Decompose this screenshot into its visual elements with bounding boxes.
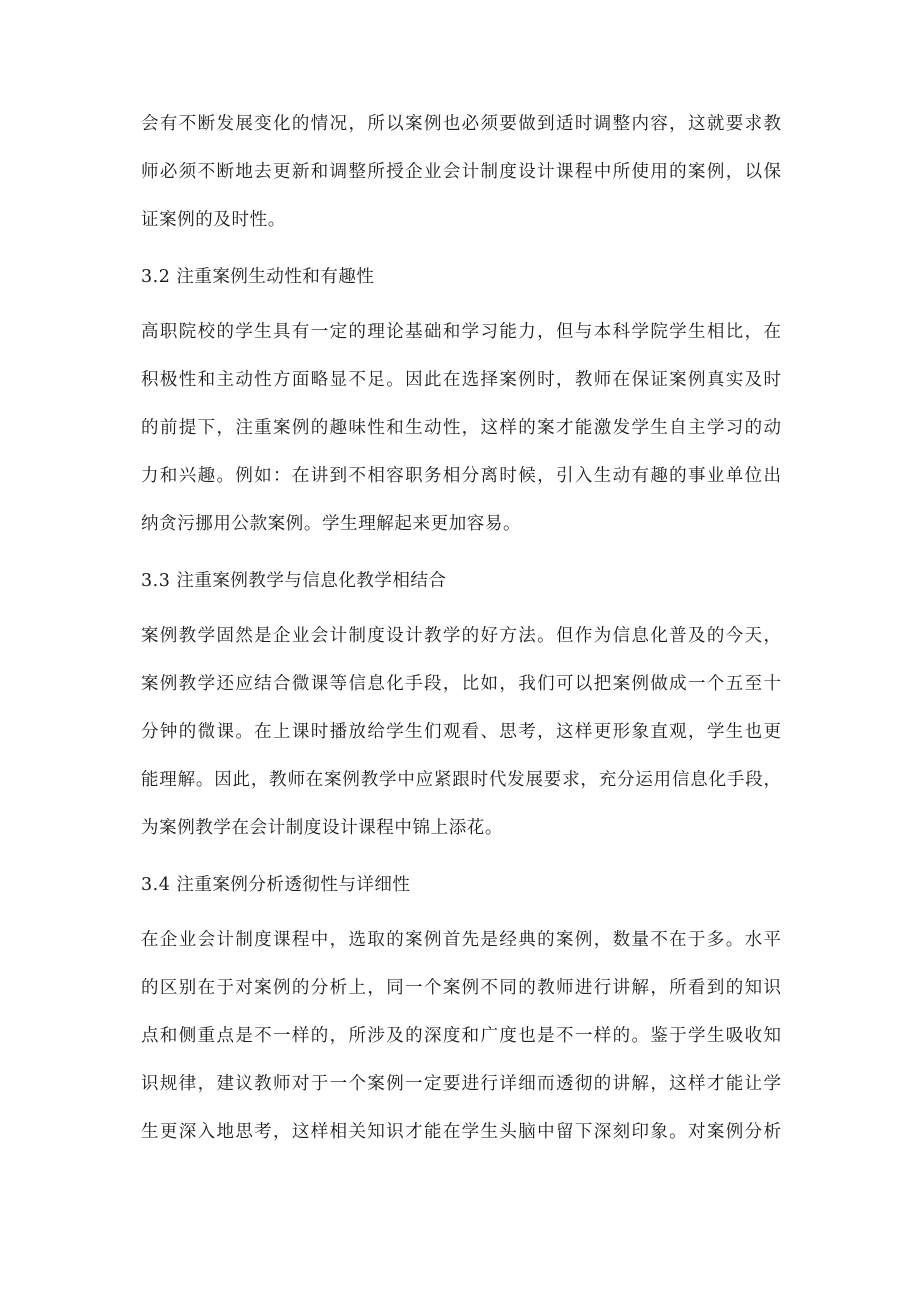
paragraph-1-line-1: 会有不断发展变化的情况，所以案例也必须要做到适时调整内容，这就要求教 <box>141 114 781 134</box>
section-heading-3-2: 3.2 注重案例生动性和有趣性 <box>141 267 375 287</box>
paragraph-1-line-3: 证案例的及时性。 <box>141 210 286 230</box>
paragraph-4-line-3: 点和侧重点是不一样的，所涉及的深度和广度也是不一样的。鉴于学生吸收知 <box>141 1026 781 1046</box>
paragraph-2-line-1: 高职院校的学生具有一定的理论基础和学习能力，但与本科学院学生相比，在 <box>141 322 781 342</box>
paragraph-4-line-1: 在企业会计制度课程中，选取的案例首先是经典的案例，数量不在于多。水平 <box>141 930 781 950</box>
paragraph-2-line-5: 纳贪污挪用公款案例。学生理解起来更加容易。 <box>141 514 522 534</box>
paragraph-2-line-4: 力和兴趣。例如：在讲到不相容职务相分离时候，引入生动有趣的事业单位出 <box>141 466 781 486</box>
paragraph-3-line-4: 能理解。因此，教师在案例教学中应紧跟时代发展要求，充分运用信息化手段， <box>141 770 781 790</box>
paragraph-3-line-1: 案例教学固然是企业会计制度设计教学的好方法。但作为信息化普及的今天， <box>141 626 781 646</box>
section-heading-3-4: 3.4 注重案例分析透彻性与详细性 <box>141 875 411 895</box>
paragraph-3-line-5: 为案例教学在会计制度设计课程中锦上添花。 <box>141 818 503 838</box>
paragraph-4-line-5: 生更深入地思考，这样相关知识才能在学生头脑中留下深刻印象。对案例分析 <box>141 1122 781 1142</box>
paragraph-3-line-3: 分钟的微课。在上课时播放给学生们观看、思考，这样更形象直观，学生也更 <box>141 722 781 742</box>
paragraph-3-line-2: 案例教学还应结合微课等信息化手段，比如，我们可以把案例做成一个五至十 <box>141 674 781 694</box>
paragraph-4-line-4: 识规律，建议教师对于一个案例一定要进行详细而透彻的讲解，这样才能让学 <box>141 1074 781 1094</box>
section-heading-3-3: 3.3 注重案例教学与信息化教学相结合 <box>141 571 447 591</box>
paragraph-4-line-2: 的区别在于对案例的分析上，同一个案例不同的教师进行讲解，所看到的知识 <box>141 978 781 998</box>
paragraph-1-line-2: 师必须不断地去更新和调整所授企业会计制度设计课程中所使用的案例，以保 <box>141 162 781 182</box>
paragraph-2-line-3: 的前提下，注重案例的趣味性和生动性，这样的案才能激发学生自主学习的动 <box>141 418 781 438</box>
paragraph-2-line-2: 积极性和主动性方面略显不足。因此在选择案例时，教师在保证案例真实及时 <box>141 370 781 390</box>
